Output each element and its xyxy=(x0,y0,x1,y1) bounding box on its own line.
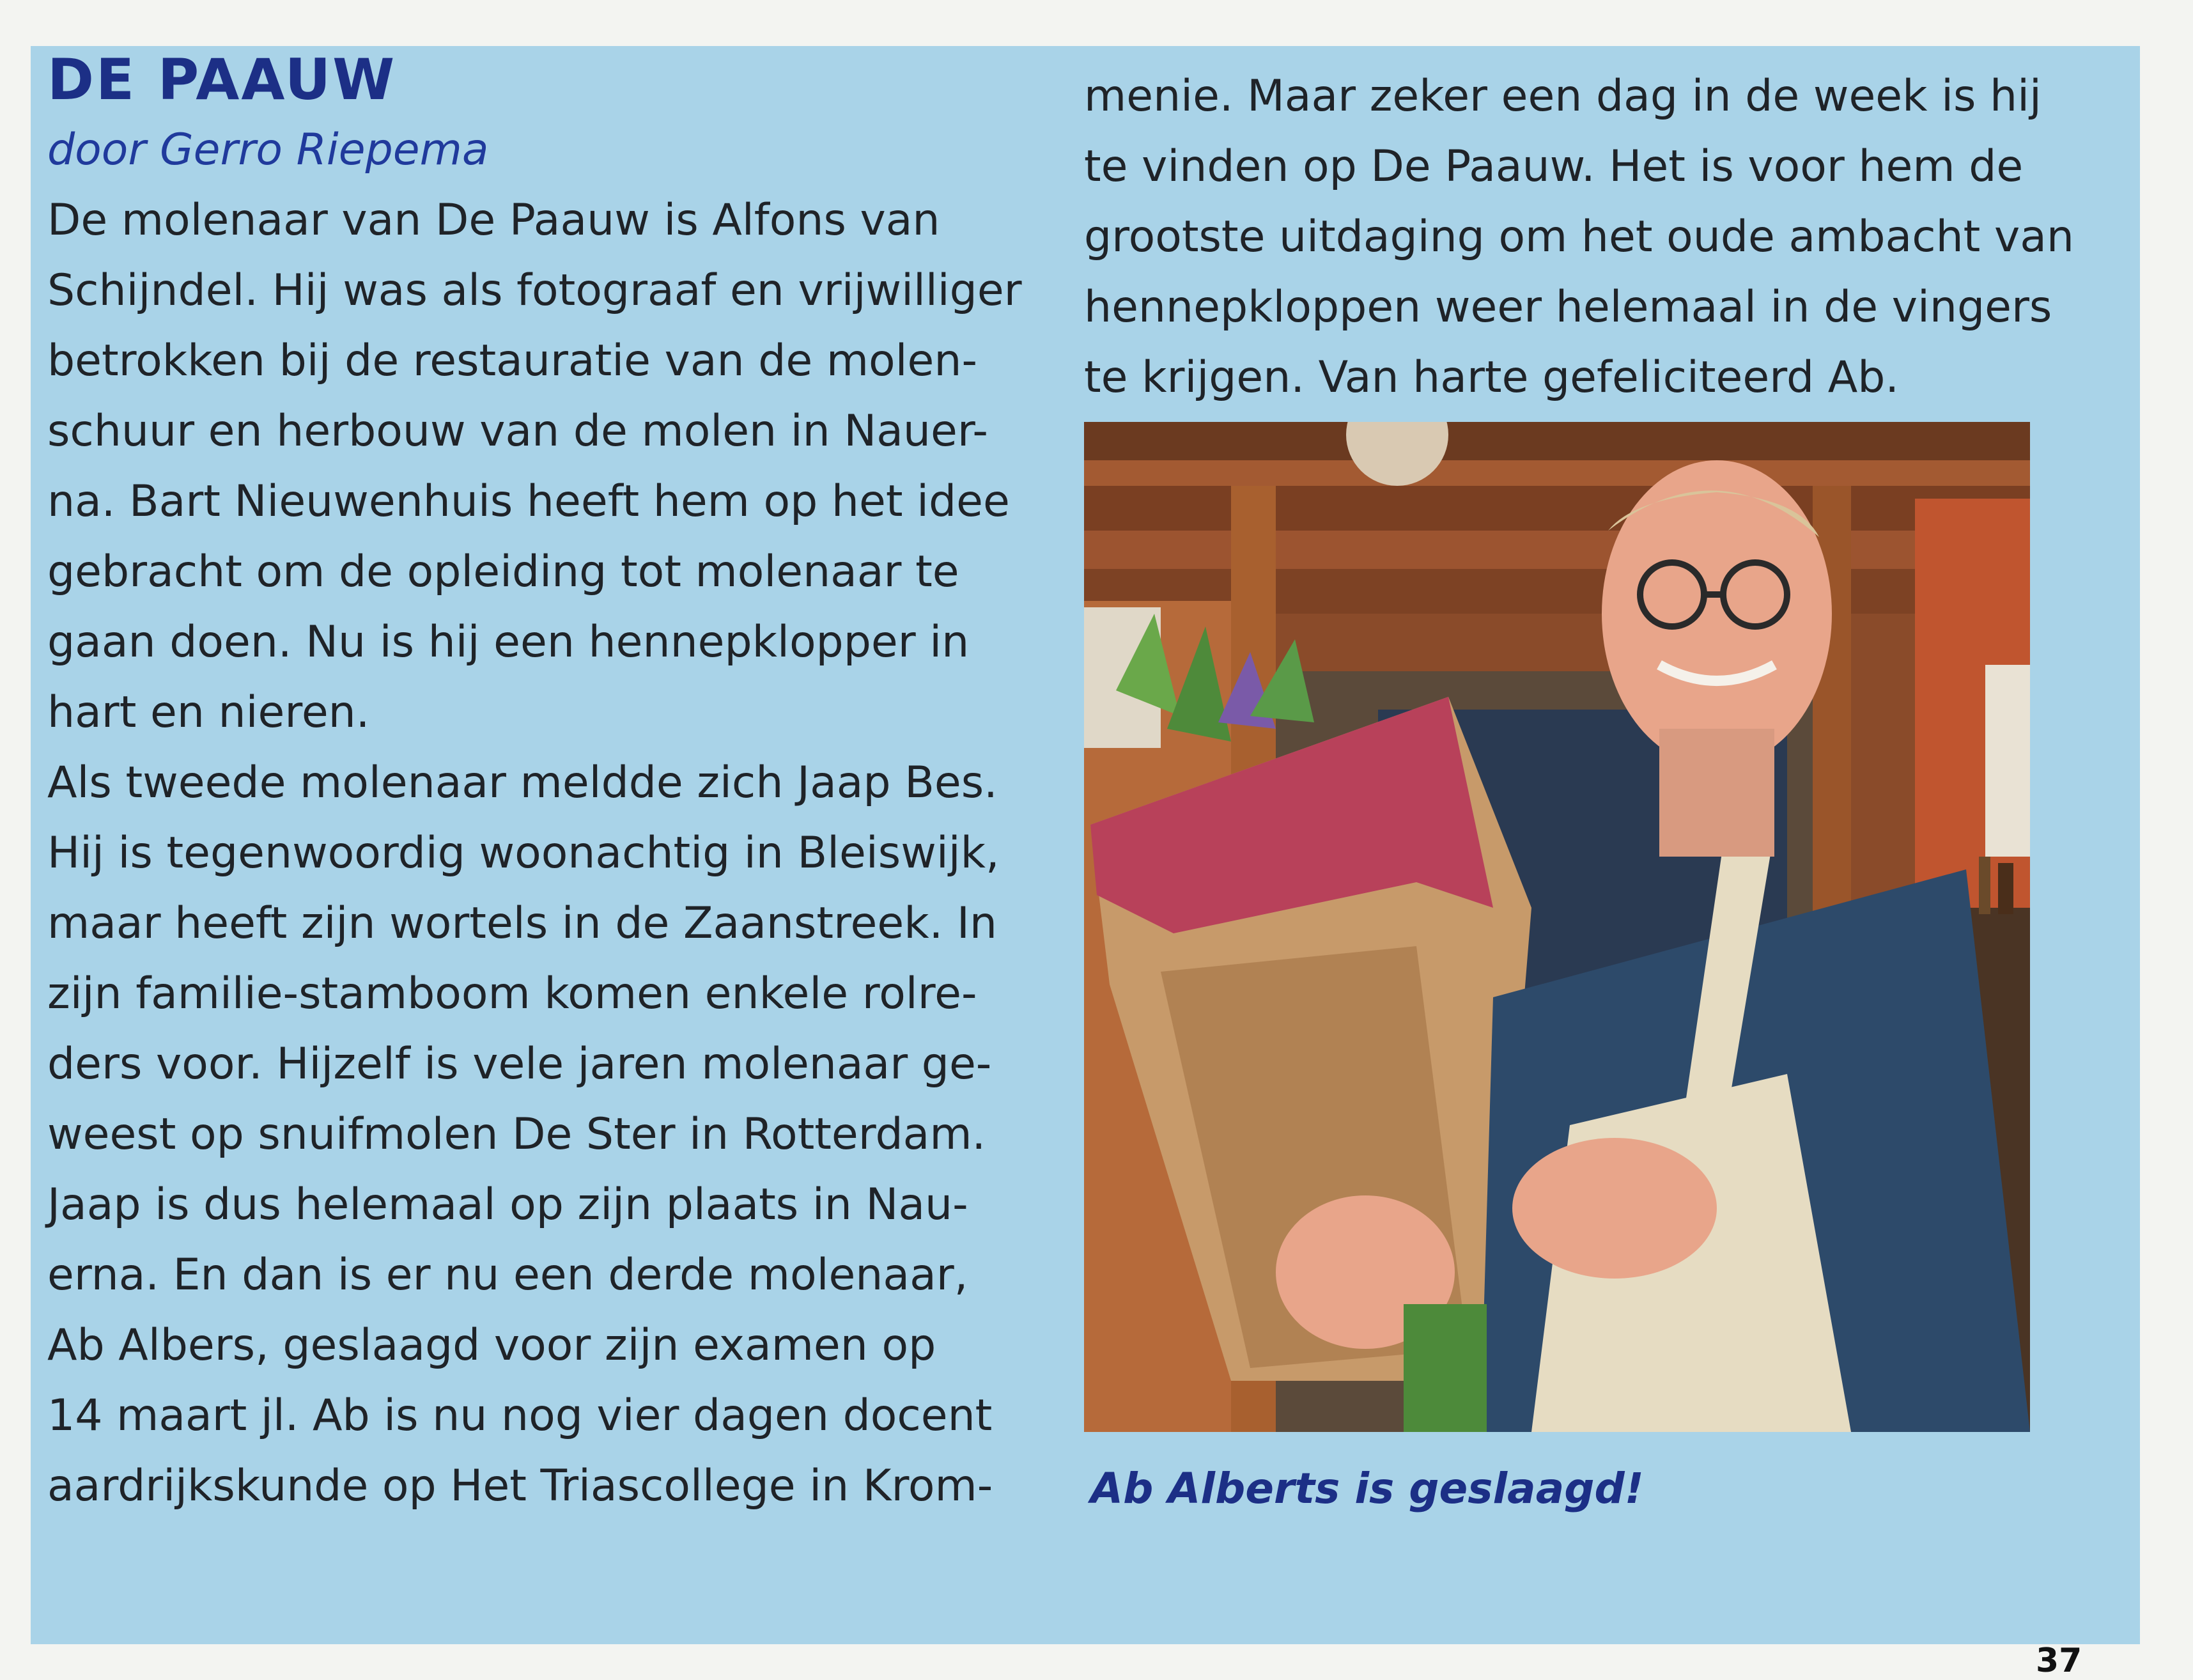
body-line: aardrijkskunde op Het Triascollege in Krom- xyxy=(47,1461,993,1511)
body-line: gebracht om de opleiding tot molenaar te xyxy=(47,547,959,597)
article-left-column xyxy=(47,45,1096,1521)
body-line: na. Bart Nieuwenhuis heeft hem op het idee xyxy=(47,476,1010,527)
body-line: Hij is tegenwoordig woonachtig in Bleiswijk, xyxy=(47,828,1000,878)
body-line: erna. En dan is er nu een derde molenaar, xyxy=(47,1250,968,1300)
body-line: Jaap is dus helemaal op zijn plaats in Nau- xyxy=(47,1179,968,1230)
body-line: Als tweede molenaar meldde zich Jaap Bes. xyxy=(47,758,998,808)
body-line: grootste uitdaging om het oude ambacht van xyxy=(1084,212,2074,262)
body-line: zijn familie-stamboom komen enkele rolre- xyxy=(47,968,977,1019)
body-line: Ab Albers, geslaagd voor zijn examen op xyxy=(47,1320,936,1371)
body-line: maar heeft zijn wortels in de Zaanstreek. In xyxy=(47,898,997,949)
body-line: 14 maart jl. Ab is nu nog vier dagen docent xyxy=(47,1390,993,1441)
page-number: 37 xyxy=(2036,1642,2082,1680)
body-line: hart en nieren. xyxy=(47,687,370,738)
article-right-column xyxy=(1084,61,2081,413)
body-line: Schijndel. Hij was als fotograaf en vrijwilliger xyxy=(47,265,1022,316)
body-line: weest op snuifmolen De Ster in Rotterdam. xyxy=(47,1109,986,1160)
photo-caption: Ab Alberts is geslaagd! xyxy=(1090,1464,1644,1513)
body-line: betrokken bij de restauratie van de molen- xyxy=(47,336,978,386)
article-title: DE PAAUW xyxy=(47,47,397,113)
body-line: ders voor. Hijzelf is vele jaren molenaar ge- xyxy=(47,1039,992,1089)
body-line: hennepkloppen weer helemaal in de vingers xyxy=(1084,282,2052,332)
article-byline: door Gerro Riepema xyxy=(47,125,489,175)
body-line: schuur en herbouw van de molen in Nauer- xyxy=(47,406,988,456)
body-line: te krijgen. Van harte gefeliciteerd Ab. xyxy=(1084,352,1900,403)
article-photo xyxy=(1084,422,2030,1432)
body-line: te vinden op De Paauw. Het is voor hem de xyxy=(1084,141,2024,192)
body-line: gaan doen. Nu is hij een hennepklopper in xyxy=(47,617,970,667)
body-line: De molenaar van De Paauw is Alfons van xyxy=(47,195,940,245)
body-line: menie. Maar zeker een dag in de week is hij xyxy=(1084,71,2042,121)
